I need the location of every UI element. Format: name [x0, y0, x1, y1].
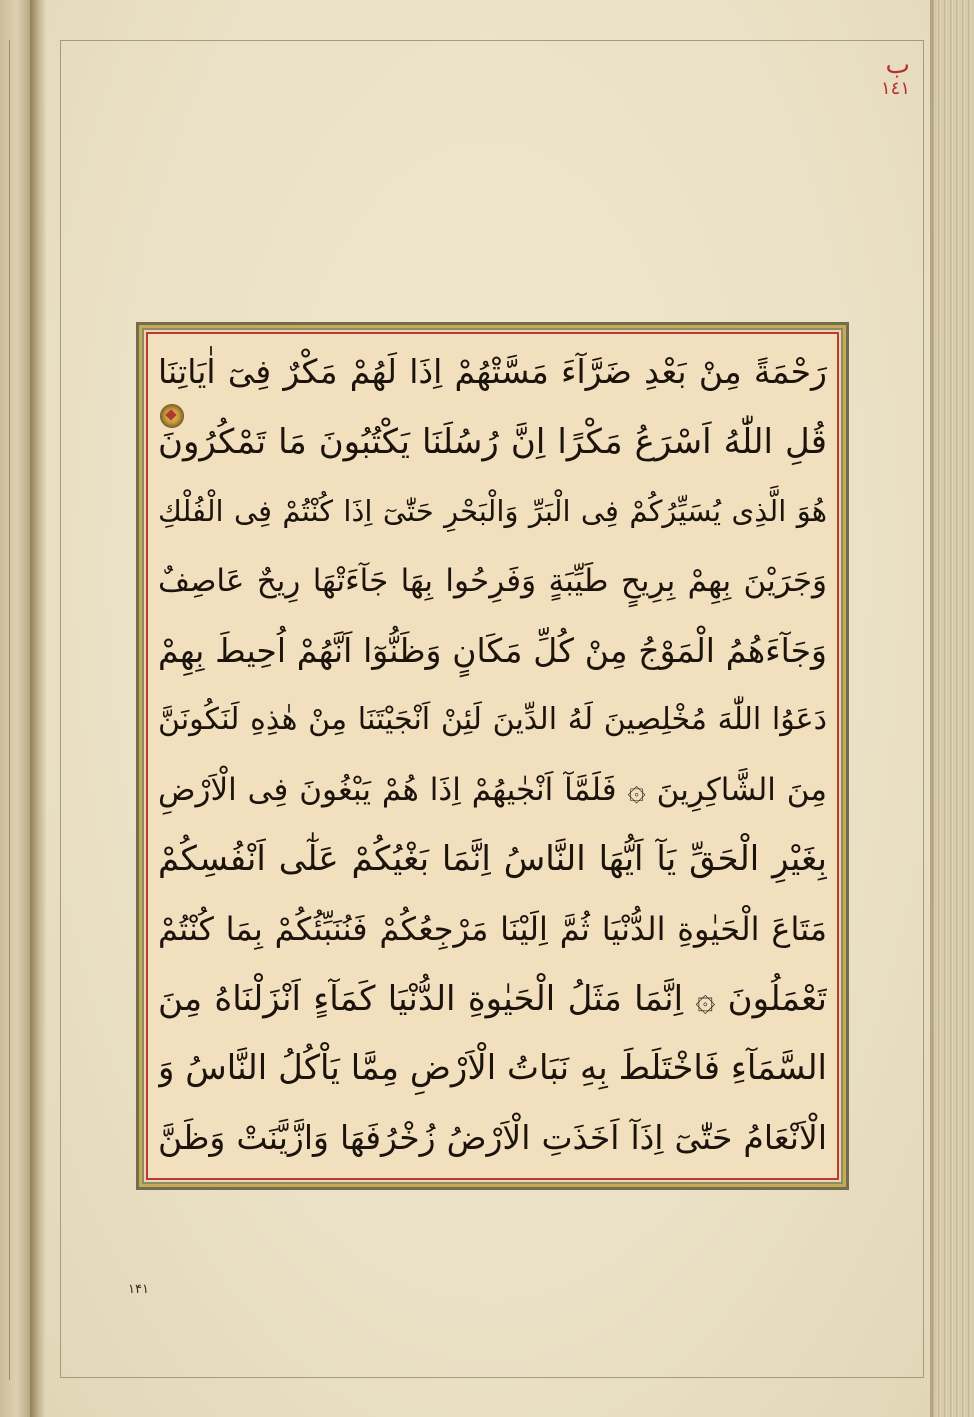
verse-line-12: الْاَنْعَامُ حَتّٰىٓ اِذَآ اَخَذَتِ الْاَرْضُ زُخْرُفَهَا وَازَّيَّنَتْ وَظَنَّ: [158, 1117, 827, 1157]
facing-page-rule: [9, 40, 10, 1380]
text-block: [158, 342, 827, 1168]
verse-line-2: قُلِ اللّٰهُ اَسْرَعُ مَكْرًا اِنَّ رُسُلَنَا يَكْتُبُونَ مَا تَمْكُرُونَ: [158, 421, 827, 462]
verse-line-9: مَتَاعَ الْحَيٰوةِ الدُّنْيَا ثُمَّ اِلَيْنَا مَرْجِعُكُمْ فَنُنَبِّئُكُمْ بِمَا كُنْتُمْ: [158, 910, 827, 948]
verse-line-3: هُوَ الَّذِى يُسَيِّرُكُمْ فِى الْبَرِّ وَالْبَحْرِ حَتّٰىٓ اِذَا كُنْتُمْ فِى الْفُلْكِ: [158, 494, 827, 529]
verse-line-5: وَجَآءَهُمُ الْمَوْجُ مِنْ كُلِّ مَكَانٍ وَظَنُّوٓا اَنَّهُمْ اُحِيطَ بِهِمْ: [158, 630, 827, 670]
folio-number: ١٤١: [880, 78, 910, 99]
verse-line-11: السَّمَآءِ فَاخْتَلَطَ بِهِ نَبَاتُ الْاَرْضِ مِمَّا يَاْكُلُ النَّاسُ وَ: [158, 1048, 827, 1089]
folio-letter: ب: [885, 50, 910, 80]
book-gutter: [30, 0, 46, 1417]
facing-page: [0, 0, 30, 1417]
verse-line-6: دَعَوُا اللّٰهَ مُخْلِصِينَ لَهُ الدِّينَ لَئِنْ اَنْجَيْتَنَا مِنْ هٰذِهِ لَنَكُونَنَّ: [158, 702, 827, 738]
verse-line-7: مِنَ الشَّاكِرِينَ ۞ فَلَمَّآ اَنْجٰيهُمْ اِذَا هُمْ يَبْغُونَ فِى الْاَرْضِ: [158, 771, 827, 808]
folio-marker: [881, 52, 910, 98]
verse-line-1: رَحْمَةً مِنْ بَعْدِ ضَرَّآءَ مَسَّتْهُمْ اِذَا لَهُمْ مَكْرٌ فِىٓ اٰيَاتِنَا: [158, 352, 827, 391]
verse-line-8: بِغَيْرِ الْحَقِّ يَآ اَيُّهَا النَّاسُ اِنَّمَا بَغْيُكُمْ عَلٰٓى اَنْفُسِكُمْ: [158, 839, 827, 880]
text-panel: [146, 332, 839, 1180]
bottom-margin-note: ١۴١: [128, 1282, 149, 1297]
verse-line-4: وَجَرَيْنَ بِهِمْ بِرِيحٍ طَيِّبَةٍ وَفَرِحُوا بِهَا جَآءَتْهَا رِيحٌ عَاصِفٌ: [158, 562, 827, 599]
manuscript-page: [46, 0, 930, 1417]
verse-line-10: تَعْمَلُونَ ۞ اِنَّمَا مَثَلُ الْحَيٰوةِ الدُّنْيَا كَمَآءٍ اَنْزَلْنَاهُ مِنَ: [158, 978, 827, 1019]
page-edges: [930, 0, 974, 1417]
text-block-frame: [136, 322, 849, 1190]
